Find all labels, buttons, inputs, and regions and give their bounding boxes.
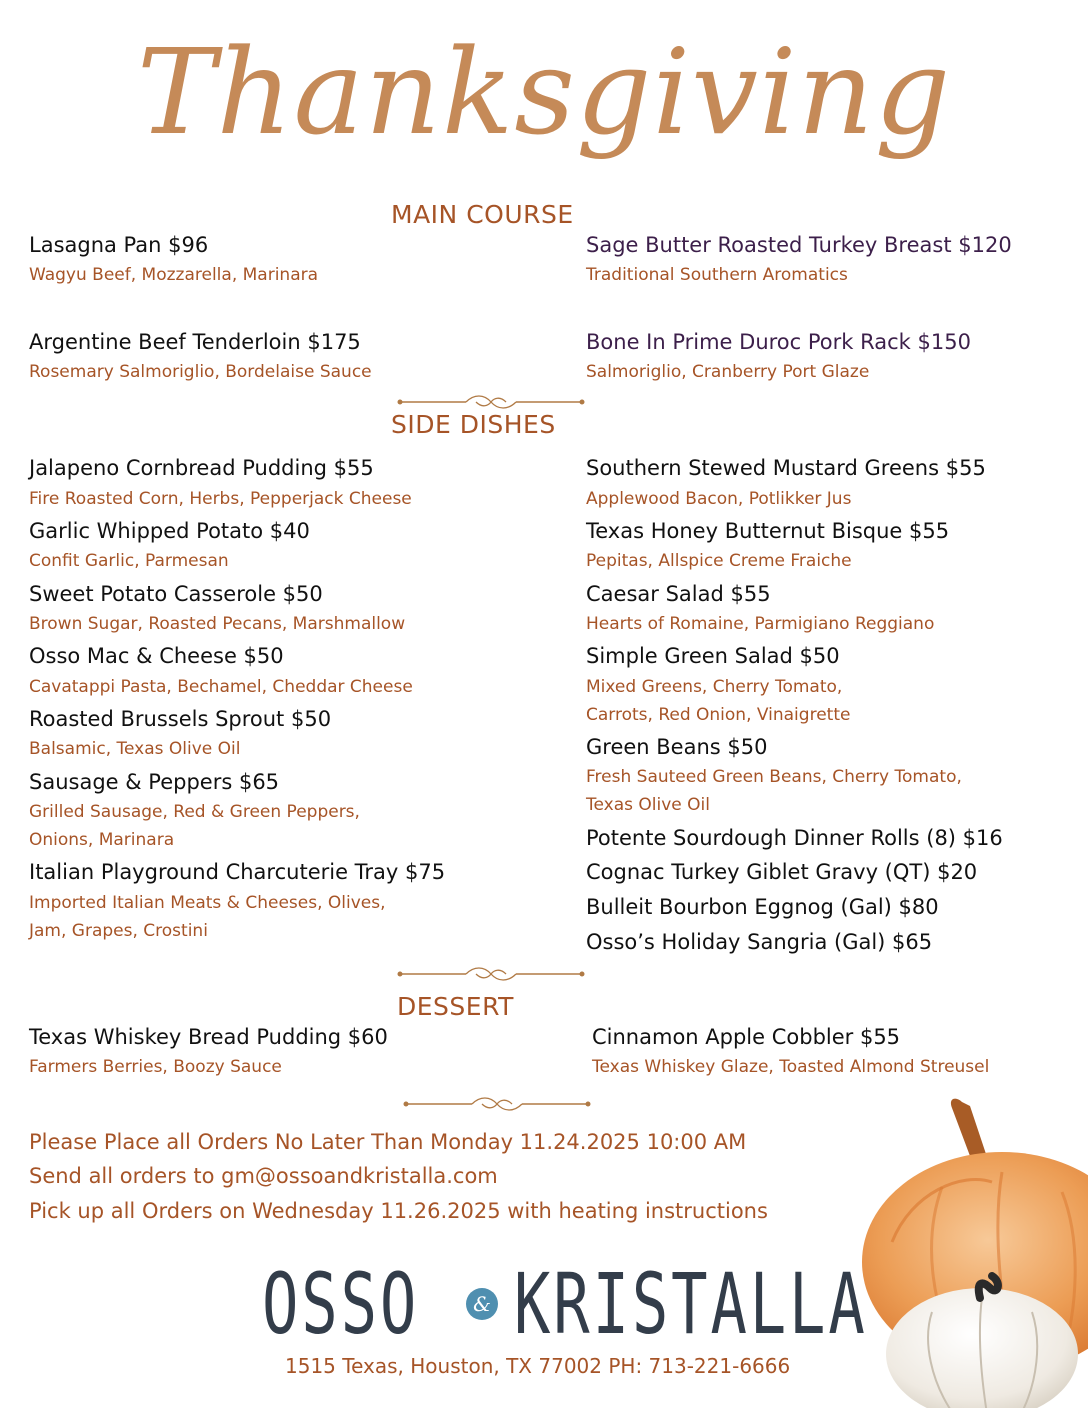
order-deadline-notice: Please Place all Orders No Later Than Monday 11.24.2025 10:00 AM (29, 1130, 747, 1154)
menu-item-name: Osso’s Holiday Sangria (Gal) $65 (586, 930, 933, 954)
menu-item-desc: Imported Italian Meats & Cheeses, Olives, (29, 893, 386, 913)
menu-item-desc: Grilled Sausage, Red & Green Peppers, (29, 802, 360, 822)
menu-item-desc: Fresh Sauteed Green Beans, Cherry Tomato, (586, 767, 962, 787)
menu-item-desc: Carrots, Red Onion, Vinaigrette (586, 705, 851, 725)
menu-item-name: Cinnamon Apple Cobbler $55 (592, 1025, 901, 1049)
menu-item-desc: Onions, Marinara (29, 830, 175, 850)
menu-item-name: Southern Stewed Mustard Greens $55 (586, 456, 986, 480)
menu-item-desc: Hearts of Romaine, Parmigiano Reggiano (586, 614, 935, 634)
order-email-notice: Send all orders to gm@ossoandkristalla.com (29, 1164, 498, 1188)
menu-item-desc: Fire Roasted Corn, Herbs, Pepperjack Cheese (29, 489, 412, 509)
menu-item-desc: Cavatappi Pasta, Bechamel, Cheddar Cheese (29, 677, 413, 697)
menu-item-desc: Balsamic, Texas Olive Oil (29, 739, 241, 759)
menu-item-desc: Mixed Greens, Cherry Tomato, (586, 677, 843, 697)
menu-item-name: Texas Whiskey Bread Pudding $60 (29, 1025, 388, 1049)
menu-item-name: Italian Playground Charcuterie Tray $75 (29, 860, 446, 884)
menu-item-desc: Confit Garlic, Parmesan (29, 551, 229, 571)
menu-item-name: Texas Honey Butternut Bisque $55 (586, 519, 950, 543)
restaurant-address: 1515 Texas, Houston, TX 77002 PH: 713-221-6666 (285, 1354, 791, 1378)
menu-item-name: Jalapeno Cornbread Pudding $55 (29, 456, 374, 480)
menu-item-desc: Texas Olive Oil (586, 795, 710, 815)
menu-item-name: Sage Butter Roasted Turkey Breast $120 (586, 233, 1012, 257)
menu-item-name: Bulleit Bourbon Eggnog (Gal) $80 (586, 895, 939, 919)
menu-item-desc: Pepitas, Allspice Creme Fraiche (586, 551, 852, 571)
page-title: Thanksgiving (136, 23, 952, 161)
menu-item-name: Roasted Brussels Sprout $50 (29, 707, 332, 731)
pickup-notice: Pick up all Orders on Wednesday 11.26.2025 with heating instructions (29, 1199, 768, 1223)
section-heading-side-dishes: SIDE DISHES (391, 410, 556, 439)
pumpkin-illustration-icon (852, 1092, 1088, 1408)
ornament-divider-icon (396, 392, 586, 412)
menu-item-name: Osso Mac & Cheese $50 (29, 644, 284, 668)
menu-item-name: Simple Green Salad $50 (586, 644, 840, 668)
menu-item-name: Sweet Potato Casserole $50 (29, 582, 323, 606)
menu-item-name: Garlic Whipped Potato $40 (29, 519, 310, 543)
brand-word-osso: OSSO (262, 1255, 420, 1353)
menu-item-name: Green Beans $50 (586, 735, 768, 759)
menu-item-desc: Salmoriglio, Cranberry Port Glaze (586, 362, 870, 382)
menu-item-desc: Texas Whiskey Glaze, Toasted Almond Streusel (592, 1057, 990, 1077)
menu-item-desc: Applewood Bacon, Potlikker Jus (586, 489, 852, 509)
menu-item-name: Caesar Salad $55 (586, 582, 771, 606)
ornament-divider-icon (396, 964, 586, 984)
menu-item-desc: Traditional Southern Aromatics (586, 265, 848, 285)
menu-item-desc: Rosemary Salmoriglio, Bordelaise Sauce (29, 362, 372, 382)
menu-item-name: Lasagna Pan $96 (29, 233, 209, 257)
ornament-divider-icon (402, 1094, 592, 1114)
section-heading-dessert: DESSERT (397, 992, 514, 1021)
menu-item-name: Bone In Prime Duroc Pork Rack $150 (586, 330, 971, 354)
brand-logo (262, 1255, 1005, 1353)
section-heading-main-course: MAIN COURSE (391, 200, 574, 229)
menu-item-desc: Brown Sugar, Roasted Pecans, Marshmallow (29, 614, 406, 634)
menu-item-desc: Wagyu Beef, Mozzarella, Marinara (29, 265, 319, 285)
menu-item-desc: Jam, Grapes, Crostini (29, 921, 208, 941)
menu-item-name: Sausage & Peppers $65 (29, 770, 280, 794)
menu-item-desc: Farmers Berries, Boozy Sauce (29, 1057, 282, 1077)
menu-item-name: Potente Sourdough Dinner Rolls (8) $16 (586, 826, 1003, 850)
brand-word-kristalla: KRISTALLA (514, 1255, 868, 1353)
menu-item-name: Cognac Turkey Giblet Gravy (QT) $20 (586, 860, 978, 884)
brand-ampersand-icon: & (466, 1288, 498, 1320)
menu-item-name: Argentine Beef Tenderloin $175 (29, 330, 361, 354)
